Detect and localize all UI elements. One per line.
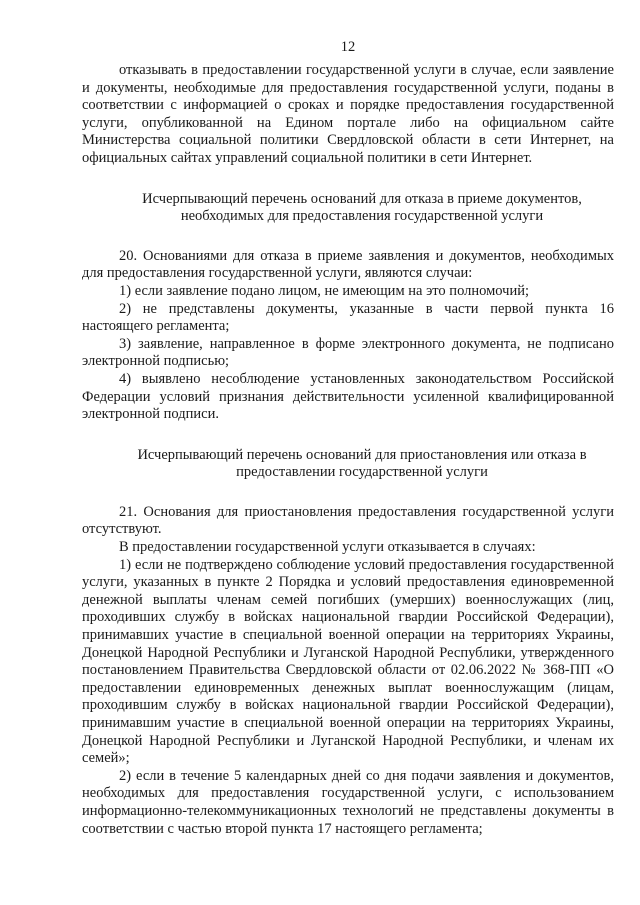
paragraph-subitem-1: 1) если заявление подано лицом, не имеющим на это полномочий;: [119, 282, 529, 299]
paragraph-item-21: 21. Основания для приостановления предоставления государственной услуги отсутствуют.: [82, 503, 614, 538]
document-body: [82, 62, 614, 838]
page-number: 12: [340, 39, 356, 55]
paragraph-refusal-intro: В предоставлении государственной услуги отказывается в случаях:: [119, 539, 536, 556]
paragraph-subitem-2: 2) не представлены документы, указанные в части первой пункта 16 настоящего регламента;: [82, 300, 614, 335]
paragraph-refusal-case-2: 2) если в течение 5 календарных дней со дня подачи заявления и документов, необходимых для предоставления государственной услуги, с использованием информационно-телекоммуникационных технологий не представлены документы в соответствии с частью второй пункта 17 настоящего регламента;: [82, 767, 614, 837]
paragraph-subitem-4: 4) выявлено несоблюдение установленных законодательством Российской Федерации условий признания действительности усиленной квалифицированной электронной подписи.: [82, 370, 614, 423]
paragraph-item-20: 20. Основаниями для отказа в приеме заявления и документов, необходимых для предоставления государственной услуги, являются случаи:: [82, 247, 614, 282]
section-heading-refusal-documents: Исчерпывающий перечень оснований для отказа в приеме документов, необходимых для предоставления государственной услуги: [142, 190, 582, 225]
paragraph-continuation: отказывать в предоставлении государственной услуги в случае, если заявление и документы, необходимые для предоставления государственной услуги, поданы в соответствии с информацией о сроках и порядке предоставления государственной услуги, опубликованной на Едином портале либо на официальном сайте Министерства социальной политики Свердловской области в сети Интернет, на официальных сайтах управлений социальной политики в сети Интернет.: [82, 62, 614, 166]
paragraph-refusal-case-1: 1) если не подтверждено соблюдение условий предоставления государственной услуги, указанных в пункте 2 Порядка и условий предоставления единовременной денежной выплаты членам семей погибших (умерших) военнослужащих (лиц, проходивших службу в войсках национальной гвардии Российской Федерации), принимавших участие в специальной военной операции на территориях Украины, Донецкой Народной Республики и Луганской Народной Республики, утвержденного постановлением Правительства Свердловской области от 02.06.2022 № 368-ПП «О предоставлении единовременных денежных выплат военнослужащим (лицам, проходившим службу в войсках национальной гвардии Российской Федерации), принимавшим участие в специальной военной операции на территориях Украины, Донецкой Народной Республики и Луганской Народной Республики, и членам их семей»;: [82, 556, 614, 767]
paragraph-subitem-3: 3) заявление, направленное в форме электронного документа, не подписано электронной подписью;: [82, 335, 614, 370]
section-heading-refusal-service: Исчерпывающий перечень оснований для приостановления или отказа в предоставлении государственной услуги: [137, 446, 587, 481]
